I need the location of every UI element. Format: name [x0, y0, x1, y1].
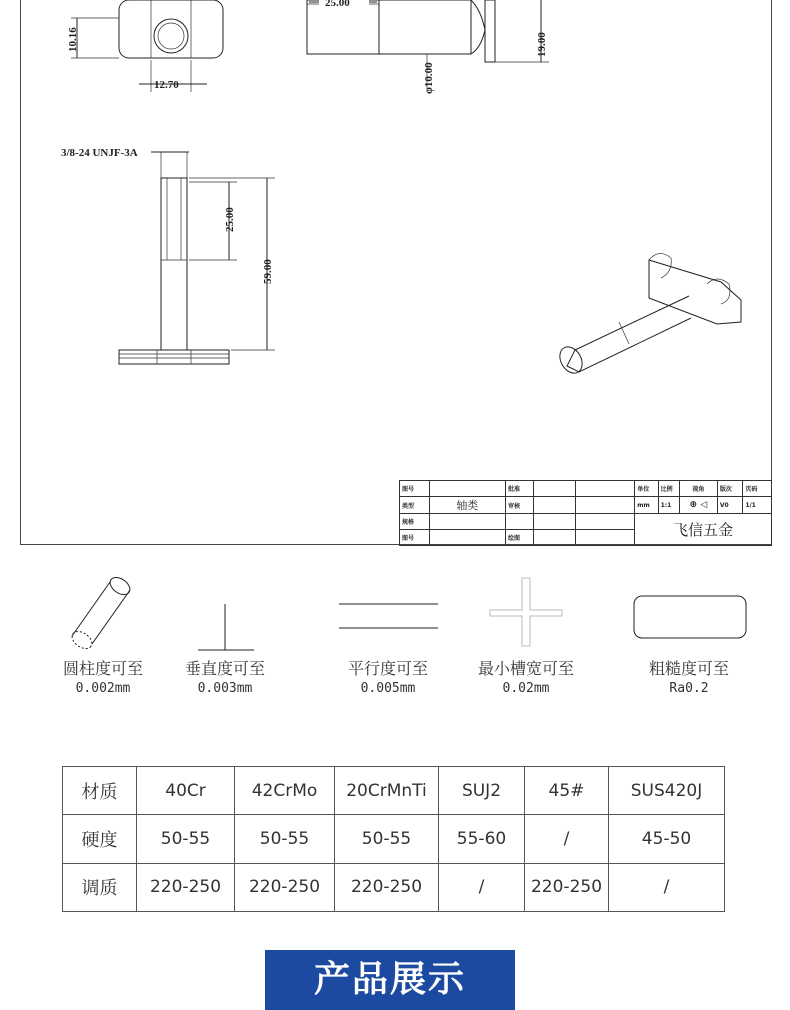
tb-type-value: 轴类 [429, 497, 505, 514]
table-cell: / [609, 863, 725, 911]
table-cell: 220-250 [137, 863, 235, 911]
tb-label-0: 图号 [400, 481, 430, 497]
tb-mid-0: 批准 [505, 481, 533, 497]
view-symbol-icon: ⊕ ◁ [679, 497, 717, 514]
table-cell: 45# [525, 767, 609, 815]
dim-19: 19.00 [536, 32, 548, 57]
materials-table [62, 766, 725, 912]
parallel-icon [339, 604, 438, 628]
thread-label: 3/8-24 UNJF-3A [61, 147, 138, 159]
tolerance-value: 0.003mm [197, 681, 253, 696]
table-row [63, 767, 725, 815]
side-view [307, 0, 549, 94]
tolerance-value: 0.02mm [502, 681, 550, 696]
table-cell: / [439, 863, 525, 911]
tolerance-slot-width [451, 656, 601, 696]
drawing-canvas [21, 0, 773, 545]
perpendicular-icon [198, 604, 254, 650]
table-cell: SUJ2 [439, 767, 525, 815]
tolerance-value: 0.005mm [360, 681, 416, 696]
tb-label-1: 类型 [400, 497, 430, 514]
table-cell: 55-60 [439, 815, 525, 863]
tb-company: 飞信五金 [635, 514, 772, 546]
tolerance-perpendicularity [150, 656, 300, 696]
table-cell: 50-55 [137, 815, 235, 863]
cylinder-icon [69, 574, 133, 652]
tolerance-label: 圆柱度可至 [62, 659, 143, 678]
tb-h-0: 单位 [635, 481, 658, 497]
roughness-icon [634, 596, 746, 638]
tb-h-3: 版次 [717, 481, 742, 497]
table-cell: / [525, 815, 609, 863]
table-cell: 42CrMo [235, 767, 335, 815]
tb-label-3: 图号 [400, 530, 430, 546]
dim-12-70: 12.70 [154, 79, 179, 91]
table-cell: 50-55 [335, 815, 439, 863]
table-cell: 50-55 [235, 815, 335, 863]
table-row [63, 863, 725, 911]
dim-25-top: 25.00 [325, 0, 350, 9]
tolerance-icons [0, 574, 790, 654]
table-cell: 45-50 [609, 815, 725, 863]
table-cell: 20CrMnTi [335, 767, 439, 815]
tb-label-2: 规格 [400, 514, 430, 530]
table-cell: 40Cr [137, 767, 235, 815]
long-view [61, 147, 275, 364]
slot-cross-icon [490, 578, 562, 646]
tolerance-value: 0.002mm [75, 681, 131, 696]
table-cell: 调质 [63, 863, 137, 911]
tolerance-value: Ra0.2 [669, 681, 709, 696]
tolerance-roughness [614, 656, 764, 696]
table-cell: SUS420J [609, 767, 725, 815]
front-view [67, 0, 223, 92]
tolerance-parallelism [313, 656, 463, 696]
isometric-view [555, 253, 741, 377]
tolerance-label: 最小槽宽可至 [477, 659, 574, 678]
tolerance-label: 粗糙度可至 [648, 659, 729, 678]
tb-h-4: 页码 [743, 481, 772, 497]
tb-v-4: 1/1 [743, 497, 772, 514]
table-cell: 220-250 [335, 863, 439, 911]
tb-h-2: 视角 [679, 481, 717, 497]
tb-v-1: 1:1 [658, 497, 679, 514]
dim-phi10: φ10.00 [423, 62, 435, 94]
dim-25-side: 25.00 [224, 207, 236, 232]
technical-drawing [20, 0, 772, 545]
table-cell: 硬度 [63, 815, 137, 863]
section-banner: 产品展示 [265, 950, 515, 1010]
dim-10-16: 10.16 [67, 27, 79, 52]
dim-59: 59.00 [262, 259, 274, 284]
tb-v-0: mm [635, 497, 658, 514]
table-cell: 材质 [63, 767, 137, 815]
tolerance-label: 垂直度可至 [184, 659, 265, 678]
table-cell: 220-250 [235, 863, 335, 911]
tb-v-3: V0 [717, 497, 742, 514]
table-row [63, 815, 725, 863]
tb-h-1: 比例 [658, 481, 679, 497]
table-cell: 220-250 [525, 863, 609, 911]
tb-mid-2: 绘图 [505, 530, 533, 546]
title-block [399, 480, 772, 544]
tolerance-label: 平行度可至 [347, 659, 428, 678]
tb-mid-1: 审核 [505, 497, 533, 514]
